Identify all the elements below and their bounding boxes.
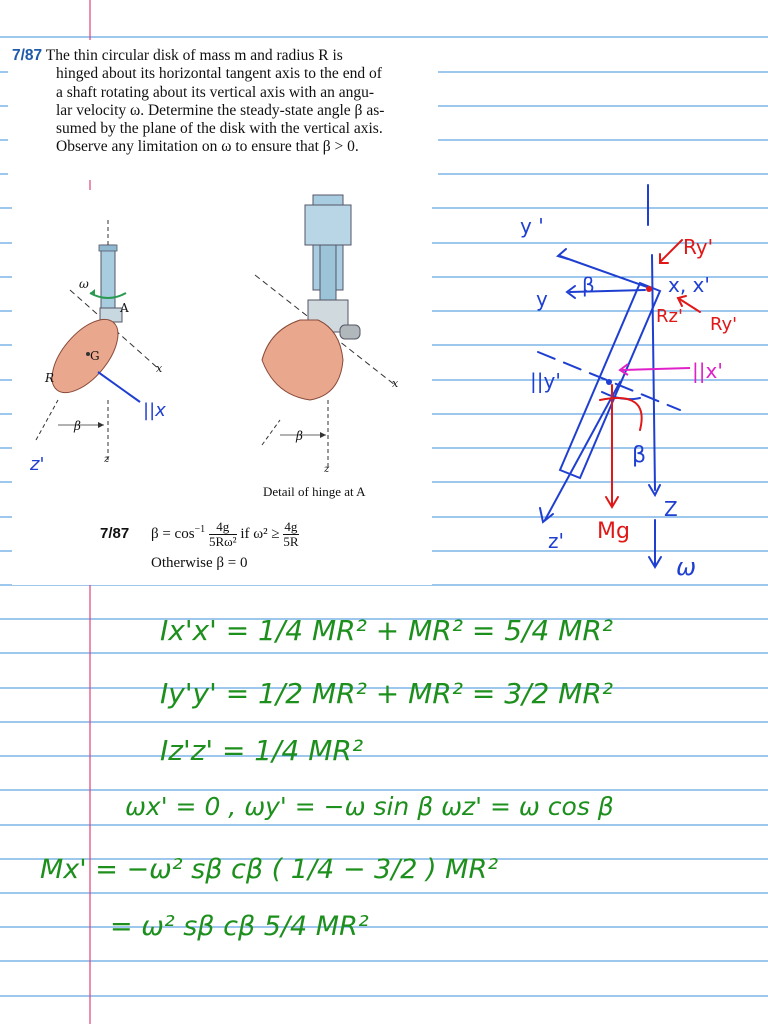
note-par-x-figure: ||x bbox=[143, 400, 166, 421]
hinge-point bbox=[646, 286, 652, 292]
frac1-den: 5Rω² bbox=[208, 534, 237, 549]
problem-line-4: lar velocity ω. Determine the steady-state angle β as- bbox=[56, 101, 385, 119]
eq-Mx: Mx' = −ω² sβ cβ ( 1/4 − 3/2 ) MR² bbox=[40, 854, 499, 885]
label-x-right: x bbox=[392, 377, 399, 390]
answer-beta: β = cos bbox=[150, 525, 195, 542]
note-y-prime: y ' bbox=[520, 214, 544, 238]
note-beta-top: β bbox=[582, 273, 595, 297]
center-point bbox=[606, 379, 612, 385]
label-G: G bbox=[90, 349, 100, 363]
frac2-num: 4g bbox=[284, 519, 298, 534]
note-par-y: ||y' bbox=[530, 369, 561, 393]
answer-inverse: −1 bbox=[194, 523, 206, 535]
problem-line-6: Observe any limitation on ω to ensure that β > 0. bbox=[56, 138, 359, 156]
note-beta-mid: β bbox=[632, 443, 647, 468]
note-z-prime-figure: z' bbox=[30, 454, 45, 475]
label-z-right: z bbox=[324, 464, 330, 475]
note-y: y bbox=[536, 287, 548, 311]
note-z-prime: z' bbox=[548, 529, 564, 553]
problem-line-5: sumed by the plane of the disk with the vertical axis. bbox=[56, 120, 383, 138]
label-A: A bbox=[120, 301, 129, 315]
answer-if: if ω² ≥ bbox=[240, 525, 280, 542]
label-beta-right: β bbox=[296, 429, 303, 443]
answer-otherwise: Otherwise β = 0 bbox=[151, 555, 248, 571]
label-beta-left: β bbox=[74, 419, 81, 433]
blue-figure-notes bbox=[98, 372, 140, 402]
eq-Izz: Iz'z' = 1/4 MR² bbox=[160, 734, 364, 767]
eq-Mx-result: = ω² sβ cβ 5/4 MR² bbox=[110, 911, 369, 942]
answer-number: 7/87 bbox=[100, 524, 130, 542]
label-x-left: x bbox=[156, 362, 163, 375]
problem-line-3: a shaft rotating about its vertical axis with an angu- bbox=[56, 83, 375, 101]
label-z-left: z bbox=[104, 454, 110, 465]
note-omega: ω bbox=[676, 553, 697, 581]
frac1-num: 4g bbox=[216, 519, 230, 534]
label-omega: ω bbox=[79, 277, 89, 291]
note-Mg: Mg bbox=[597, 519, 630, 544]
note-x-xprime: x, x' bbox=[668, 273, 710, 297]
eq-Ixx: Ix'x' = 1/4 MR² + MR² = 5/4 MR² bbox=[160, 614, 614, 647]
note-par-x-prime: ||x' bbox=[692, 359, 723, 383]
eq-omegas: ωx' = 0 , ωy' = −ω sin β ωz' = ω cos β bbox=[125, 792, 614, 821]
label-R: R bbox=[45, 371, 55, 385]
note-Ry-right: Ry' bbox=[710, 314, 738, 335]
note-z: Z bbox=[664, 497, 678, 521]
figure-caption: Detail of hinge at A bbox=[263, 484, 366, 499]
problem-number: 7/87 bbox=[12, 47, 43, 64]
eq-Iyy: Iy'y' = 1/2 MR² + MR² = 3/2 MR² bbox=[160, 677, 614, 710]
problem-line-2: hinged about its horizontal tangent axis to the end of bbox=[56, 65, 382, 83]
note-Rz: Rz' bbox=[656, 306, 683, 327]
frac2-den: 5R bbox=[283, 534, 299, 549]
note-Ry-top: Ry' bbox=[683, 235, 714, 259]
problem-text-1: The thin circular disk of mass m and radius R is bbox=[45, 47, 343, 64]
